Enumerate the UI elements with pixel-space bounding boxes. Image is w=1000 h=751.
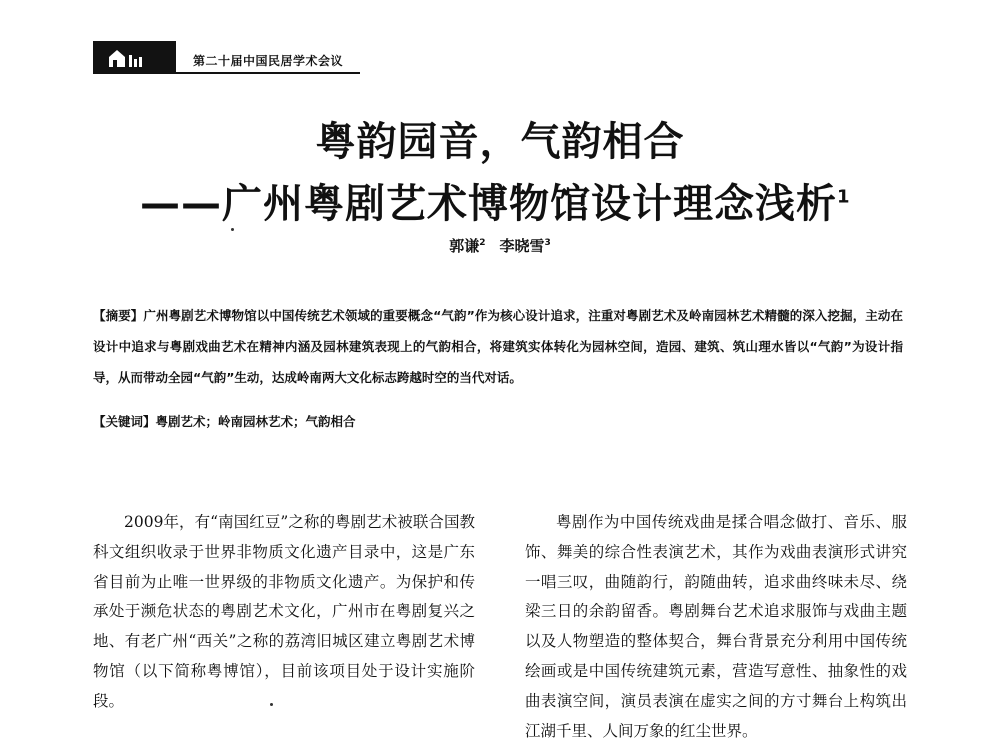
header-logo-block bbox=[93, 41, 176, 73]
building-icon bbox=[107, 45, 147, 69]
subtitle-text: ——广州粤剧艺术博物馆设计理念浅析 bbox=[140, 181, 837, 227]
author-footnote-mark: 2 bbox=[479, 238, 486, 248]
conference-name: 第二十届中国民居学术会议 bbox=[193, 54, 344, 68]
scan-speck bbox=[231, 228, 234, 231]
subtitle-footnote-mark: 1 bbox=[837, 186, 851, 208]
body-paragraph: 2009年，有“南国红豆”之称的粤剧艺术被联合国教科文组织收录于世界非物质文化遗产目录中，这是广东省目前为止唯一世界级的非物质文化遗产。为保护和传承处于濒危状态的粤剧艺术文化，广州市在粤剧复兴之地、有老广州“西关”之称的荔湾旧城区建立粤剧艺术博物馆（以下简称粤博馆），目前该项目处于设计实施阶段。 bbox=[93, 513, 475, 710]
author-footnote-mark: 3 bbox=[544, 238, 551, 248]
author-name: 李晓雪 bbox=[499, 237, 545, 255]
header-rule bbox=[93, 72, 360, 74]
body-paragraph: 粤剧作为中国传统戏曲是揉合唱念做打、音乐、服饰、舞美的综合性表演艺术，其作为戏曲表演形式讲究一唱三叹，曲随韵行，韵随曲转，追求曲终味未尽、绕梁三日的余韵留香。粤剧舞台艺术追求服饰与戏曲主题以及人物塑造的整体契合，舞台背景充分利用中国传统绘画或是中国传统建筑元素，营造写意性、抽象性的戏曲表演空间，演员表演在虚实之间的方寸舞台上构筑出江湖千里、人间万象的红尘世界。 bbox=[525, 513, 907, 740]
abstract bbox=[93, 300, 903, 393]
keywords bbox=[93, 412, 356, 430]
author-list bbox=[0, 235, 1000, 256]
scan-speck bbox=[270, 703, 273, 706]
keywords-label: 【关键词】 bbox=[93, 414, 156, 429]
body-column-left bbox=[93, 508, 475, 717]
body-column-right bbox=[525, 508, 907, 746]
abstract-text: 广州粤剧艺术博物馆以中国传统艺术领域的重要概念“气韵”作为核心设计追求，注重对粤剧艺术及岭南园林艺术精髓的深入挖掘，主动在设计中追求与粤剧戏曲艺术在精神内涵及园林建筑表现上的气韵相合，将建筑实体转化为园林空间，造园、建筑、筑山理水皆以“气韵”为设计指导，从而带动全园“气韵”生动，达成岭南两大文化标志跨越时空的当代对话。 bbox=[93, 308, 903, 385]
keywords-text: 粤剧艺术；岭南园林艺术；气韵相合 bbox=[155, 414, 356, 429]
abstract-label: 【摘要】 bbox=[93, 308, 144, 323]
page-subtitle bbox=[140, 172, 851, 229]
page-title: 粤韵园音，气韵相合 bbox=[315, 119, 685, 165]
author-name: 郭谦 bbox=[449, 237, 480, 255]
